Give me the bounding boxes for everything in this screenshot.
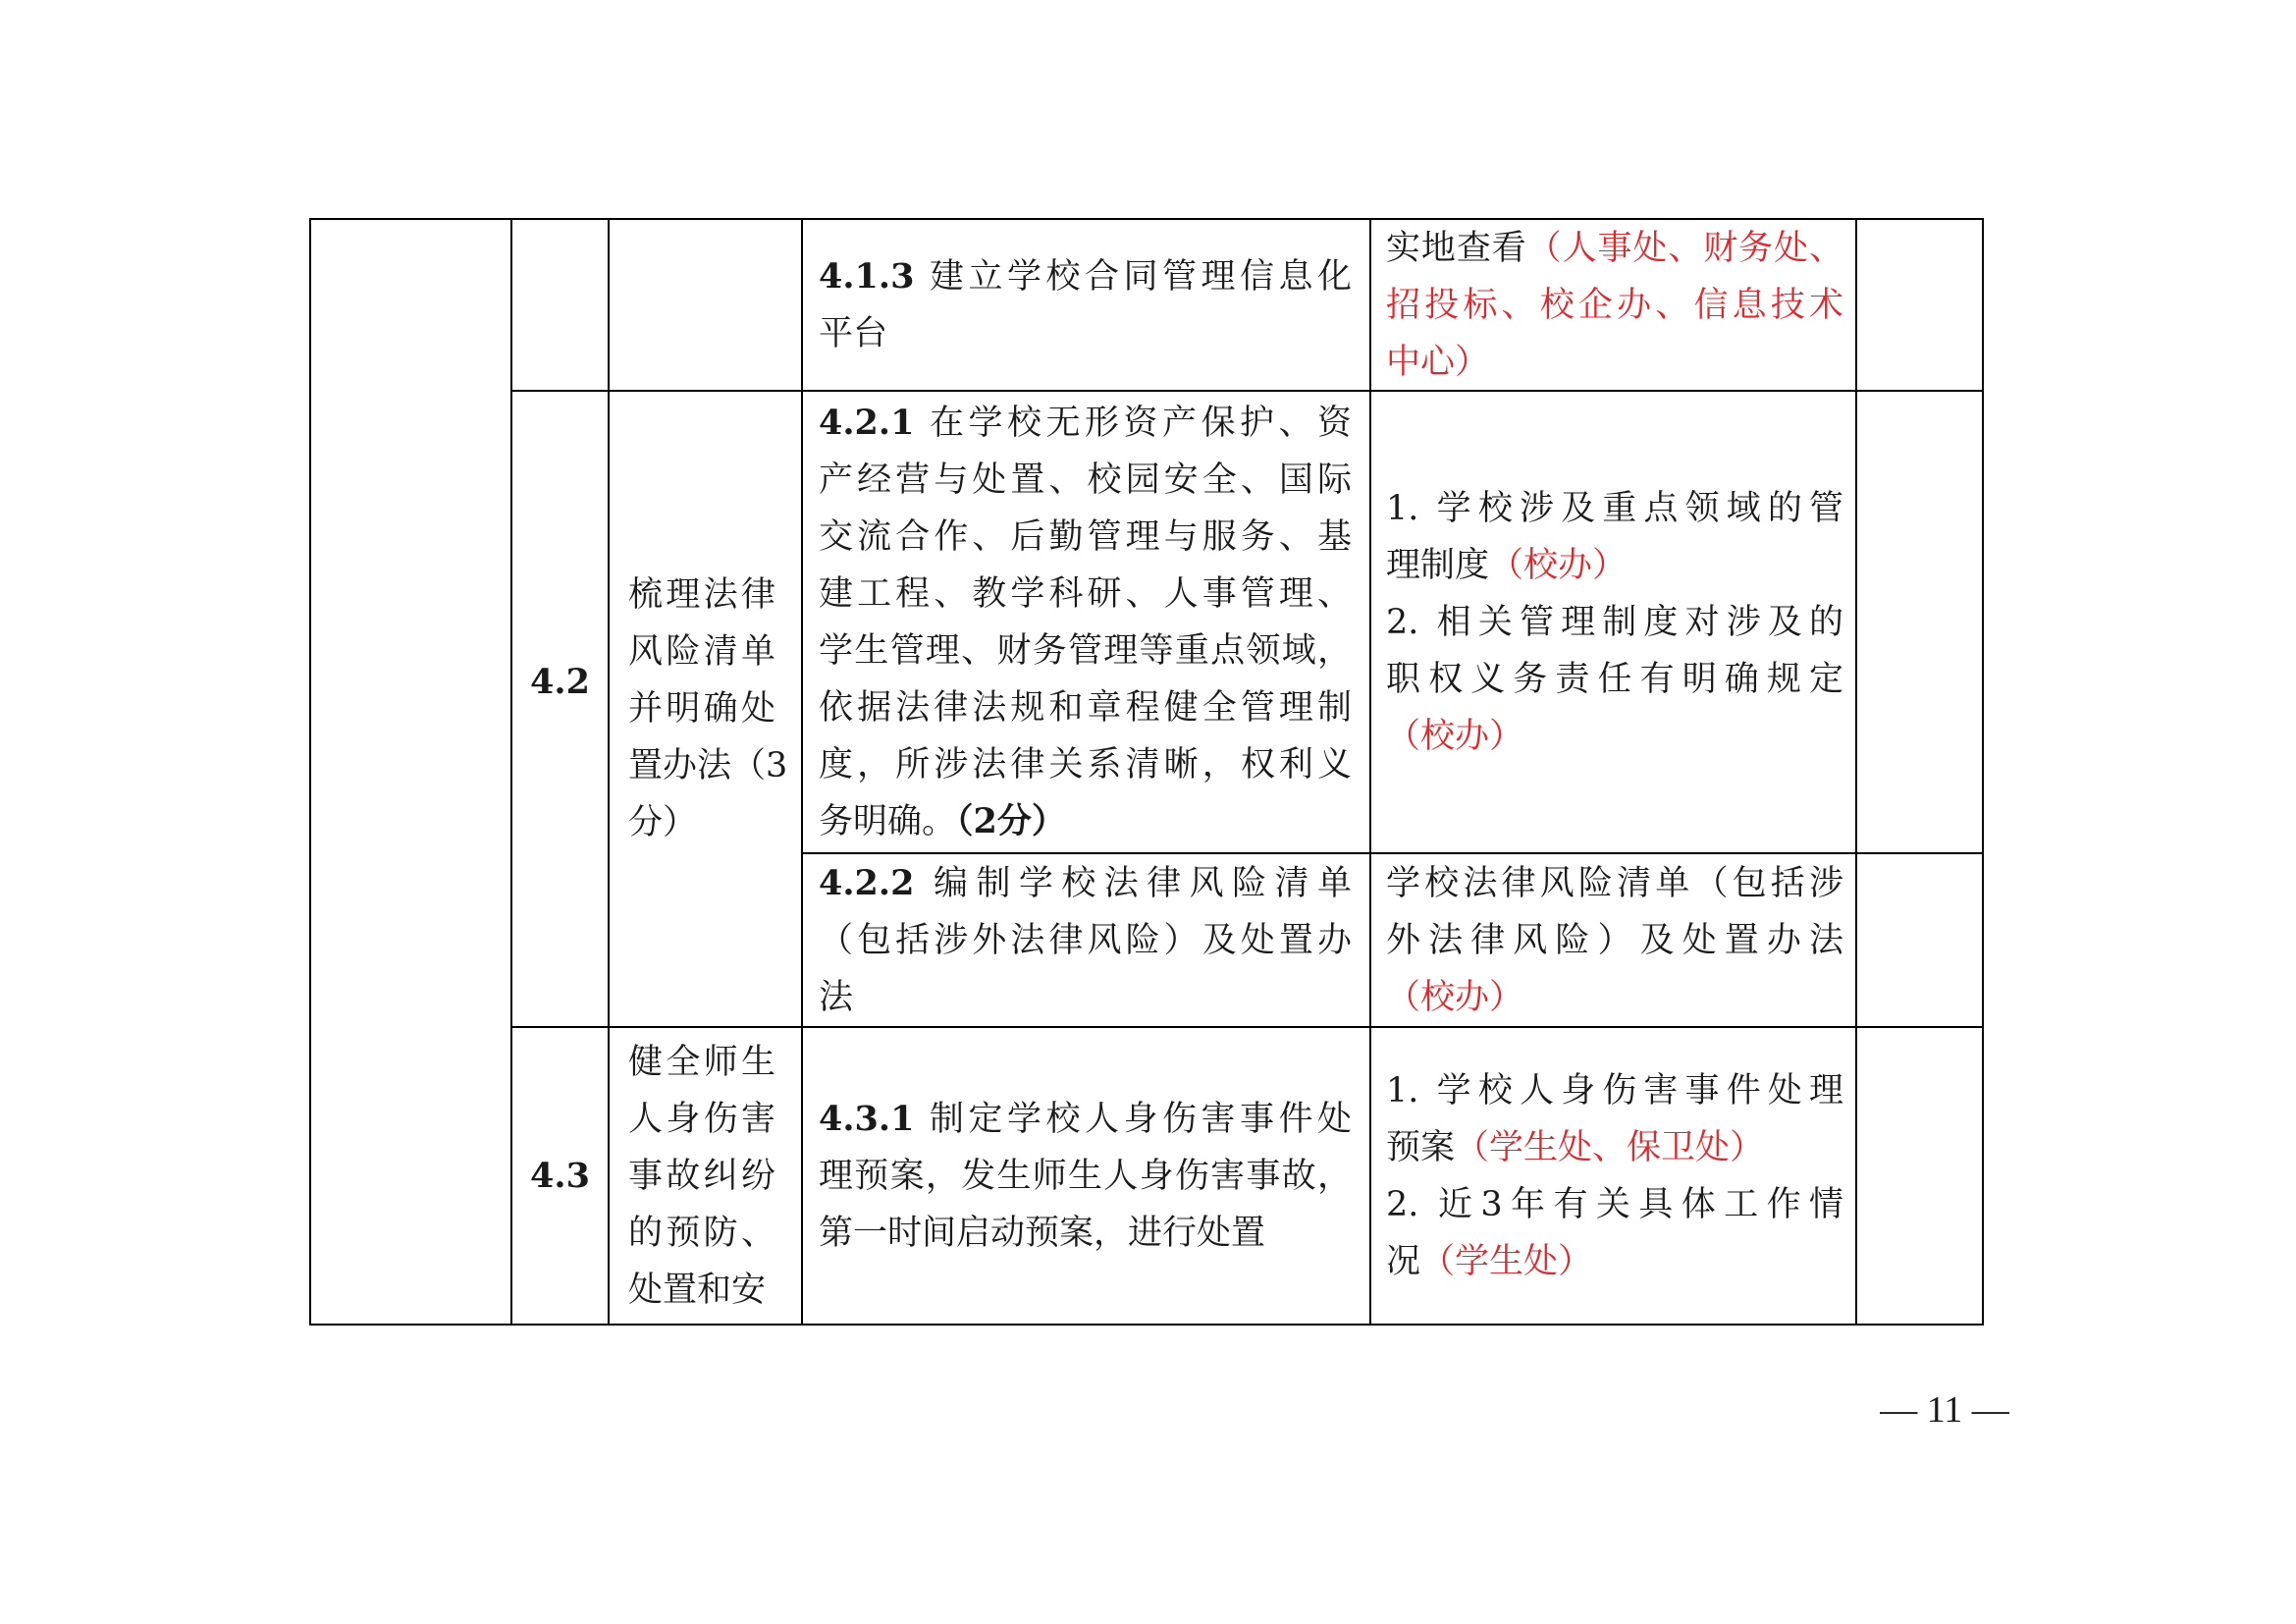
cell-item-title-4-2: [610, 392, 803, 1028]
text-line: [1386, 651, 1843, 708]
cell-score-empty: [1857, 1028, 1984, 1326]
text-line: [1386, 855, 1843, 912]
item-number: 4.3: [530, 1155, 590, 1196]
cell-score-empty: [1857, 854, 1984, 1028]
text-line: [628, 567, 775, 623]
cell-text: 职权义务责任有明确规定: [1386, 659, 1843, 699]
cell-text: 在学校无形资产保护、资: [914, 403, 1352, 443]
cell-text: 建立学校合同管理信息化: [914, 256, 1352, 297]
text-line: [819, 452, 1352, 509]
cell-text: 2. 相关管理制度对涉及的: [1386, 602, 1843, 642]
cell-score-empty: [1857, 218, 1984, 392]
cell-text: 学校法律风险清单（包括涉: [1386, 863, 1843, 903]
cell-text: 人身伤害: [628, 1099, 775, 1139]
cell-criterion-4-2-2: [803, 854, 1371, 1028]
text-line: [819, 1091, 1352, 1148]
cell-evidence-4-1-3: [1371, 218, 1857, 392]
item-code-text: 4.2.1: [819, 402, 915, 443]
text-line: [1386, 594, 1843, 651]
cell-item-title-empty: [610, 218, 803, 392]
evaluation-table: [309, 218, 1984, 1326]
cell-item-number-empty: [512, 218, 610, 392]
text-line: [1386, 708, 1843, 765]
text-line: [819, 623, 1352, 679]
cell-text: 并明确处: [628, 689, 775, 729]
cell-text: 度，所涉法律关系清晰，权利义: [819, 744, 1352, 785]
cell-text: 1. 学校人身伤害事件处理: [1386, 1070, 1843, 1110]
text-line: [1386, 912, 1843, 969]
cell-category-empty: [309, 218, 512, 1326]
text-line: [819, 679, 1352, 736]
text-line: [1386, 220, 1843, 277]
text-line: [819, 248, 1352, 305]
text-line: [628, 737, 788, 794]
cell-text: 事故纠纷: [628, 1156, 775, 1196]
text-line: [819, 969, 1352, 1026]
cell-text: 外法律风险）及处置办法: [1386, 920, 1843, 960]
text-line: [819, 793, 1352, 850]
text-line: [628, 1034, 775, 1091]
cell-text: 健全师生: [628, 1042, 775, 1082]
cell-evidence-4-2-2: [1371, 854, 1857, 1028]
cell-text: 学生管理、财务管理等重点领域，: [819, 630, 1352, 671]
cell-item-title-4-3: [610, 1028, 803, 1326]
responsible-department-text: （校办）: [1386, 716, 1524, 756]
cell-score-empty: [1857, 392, 1984, 854]
text-line: [819, 395, 1352, 452]
text-line: [628, 680, 775, 737]
text-line: [1386, 969, 1843, 1026]
cell-text: 实地查看: [1386, 228, 1527, 268]
text-line: [628, 1148, 775, 1205]
cell-evidence-4-2-1: [1371, 392, 1857, 854]
cell-text: 况: [1386, 1241, 1421, 1281]
cell-text: 置办法（3: [628, 746, 788, 785]
cell-evidence-4-3-1: [1371, 1028, 1857, 1326]
cell-text: 分）: [628, 803, 698, 842]
text-line: [1386, 480, 1843, 537]
cell-item-number-4-2: [512, 392, 610, 1028]
cell-text: 2. 近3年有关具体工作情: [1386, 1184, 1843, 1224]
cell-text: 理制度: [1386, 545, 1490, 585]
text-line: [819, 736, 1352, 793]
page-number: — 11 —: [1880, 1389, 2009, 1431]
cell-text: 建工程、教学科研、人事管理、: [819, 573, 1352, 614]
cell-text: 产经营与处置、校园安全、国际: [819, 460, 1352, 500]
responsible-department-text: （学生处）: [1420, 1241, 1593, 1281]
cell-text: 1. 学校涉及重点领域的管: [1386, 488, 1843, 528]
cell-text: 制定学校人身伤害事件处: [914, 1099, 1352, 1139]
cell-text: 务明确。: [819, 801, 957, 841]
item-code-text: 4.2.2: [819, 862, 915, 903]
cell-text: 交流合作、后勤管理与服务、基: [819, 516, 1352, 557]
text-line: [819, 566, 1352, 623]
cell-text: 处置和安: [628, 1270, 767, 1310]
text-line: [819, 305, 1352, 362]
text-line: [819, 1205, 1352, 1262]
text-line: [1386, 277, 1843, 334]
text-line: [1386, 537, 1843, 594]
responsible-department-text: 招投标、校企办、信息技术: [1386, 285, 1843, 325]
text-line: [819, 509, 1352, 566]
cell-text: 法: [819, 977, 854, 1017]
text-line: [628, 1262, 775, 1319]
responsible-department-text: 中心）: [1386, 342, 1490, 382]
item-number: 4.2: [530, 662, 590, 702]
text-line: [819, 912, 1352, 969]
cell-text: 风险清单: [628, 632, 775, 672]
cell-text: 理预案，发生师生人身伤害事故，: [819, 1156, 1352, 1196]
text-line: [628, 1091, 775, 1148]
text-line: [628, 623, 775, 680]
cell-text: 梳理法律: [628, 575, 775, 615]
text-line: [819, 855, 1352, 912]
cell-text: （包括涉外法律风险）及处置办: [819, 920, 1352, 960]
cell-criterion-4-3-1: [803, 1028, 1371, 1326]
cell-text: 预案: [1386, 1127, 1456, 1167]
text-line: [1386, 1233, 1843, 1290]
text-line: [1386, 1062, 1843, 1119]
text-line: [1386, 334, 1843, 391]
cell-text: 第一时间启动预案，进行处置: [819, 1213, 1266, 1253]
text-line: [1386, 1119, 1843, 1176]
item-code-text: （2分）: [956, 800, 1066, 841]
cell-text: 编制学校法律风险清单: [914, 863, 1352, 903]
text-line: [628, 1205, 775, 1262]
cell-text: 平台: [819, 313, 888, 353]
responsible-department-text: （校办）: [1386, 977, 1524, 1017]
responsible-department-text: （学生处、保卫处）: [1455, 1127, 1765, 1167]
cell-criterion-4-1-3: [803, 218, 1371, 392]
cell-item-number-4-3: [512, 1028, 610, 1326]
responsible-department-text: （人事处、财务处、: [1526, 228, 1843, 268]
text-line: [628, 794, 775, 851]
cell-text: 的预防、: [628, 1213, 775, 1253]
cell-criterion-4-2-1: [803, 392, 1371, 854]
responsible-department-text: （校办）: [1489, 545, 1628, 585]
text-line: [1386, 1176, 1843, 1233]
cell-text: 依据法律法规和章程健全管理制: [819, 687, 1352, 728]
item-code-text: 4.1.3: [819, 255, 915, 297]
text-line: [819, 1148, 1352, 1205]
item-code-text: 4.3.1: [819, 1098, 915, 1139]
